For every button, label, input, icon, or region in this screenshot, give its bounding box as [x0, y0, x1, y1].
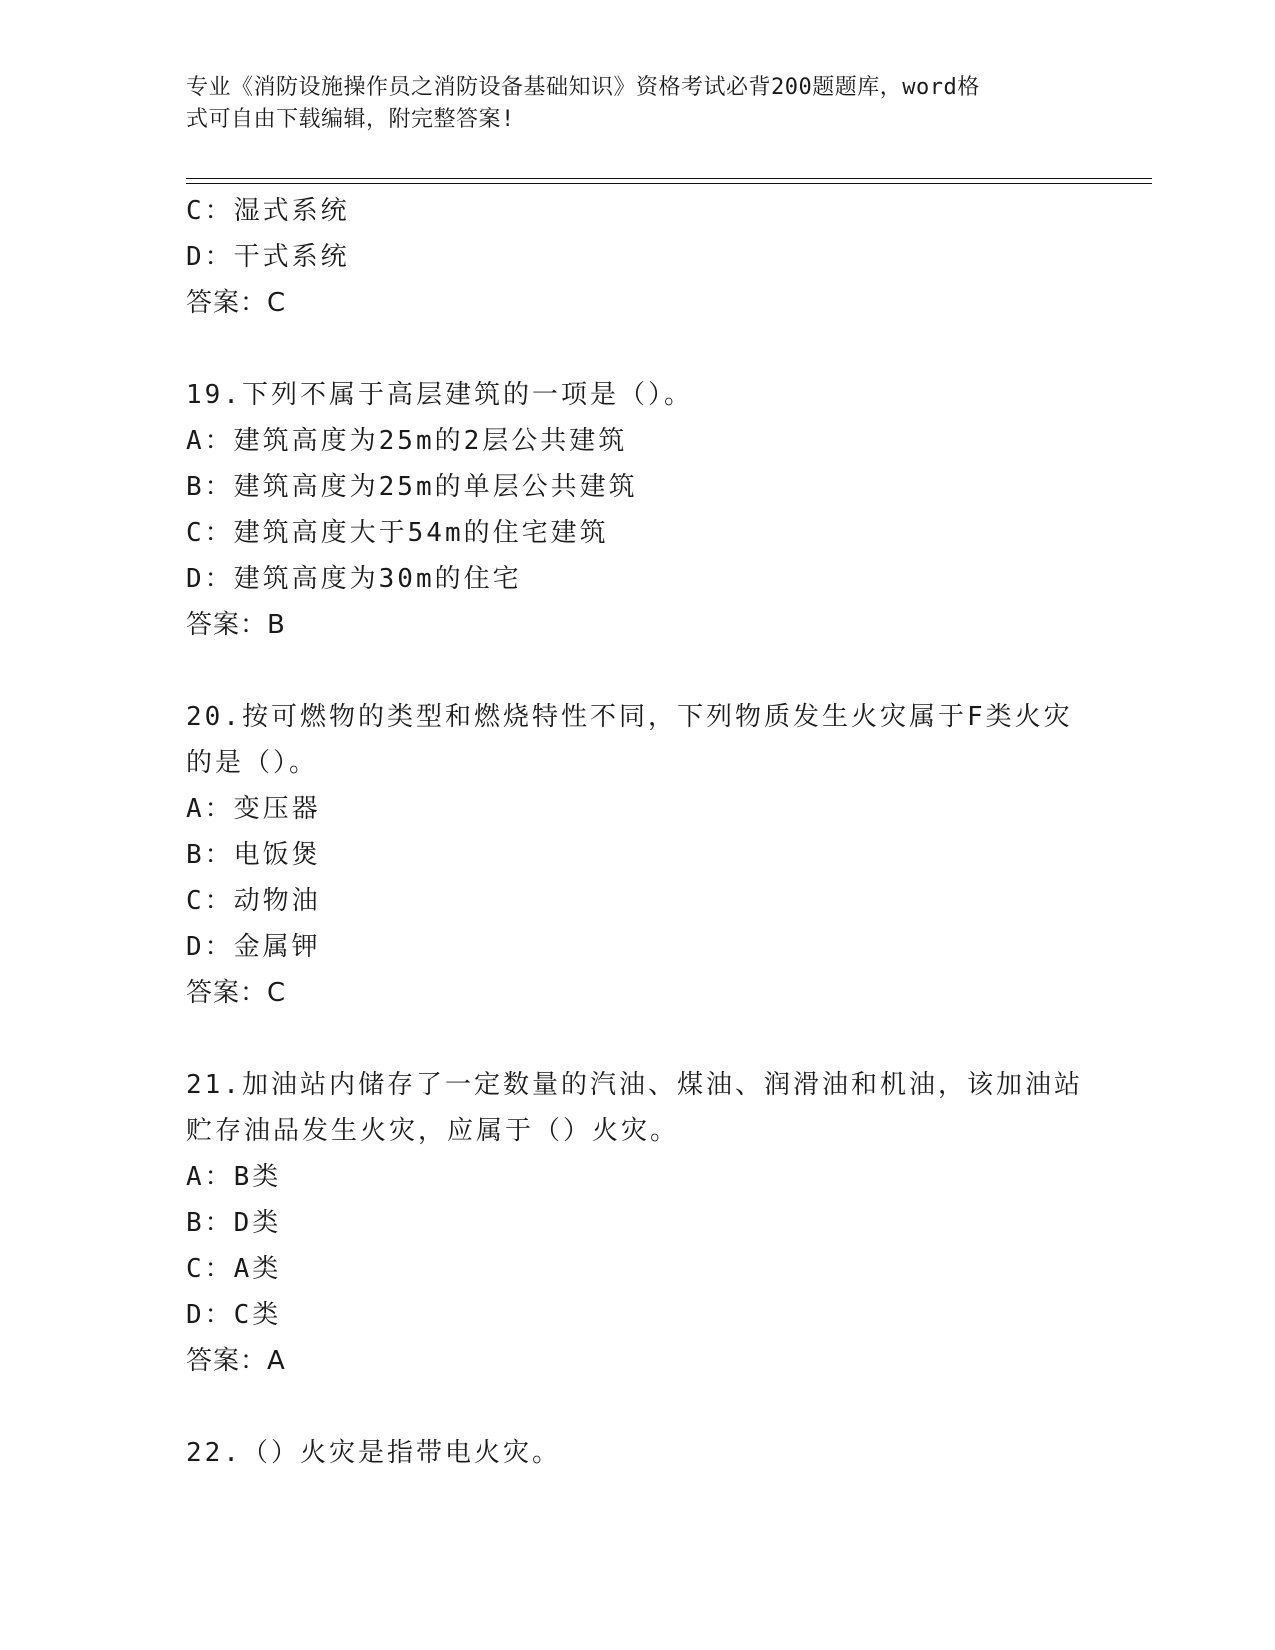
answer-line: 答案：C [186, 288, 287, 318]
question-19 [186, 372, 1086, 648]
question-stem: 22.（）火灾是指带电火灾。 [186, 1438, 561, 1468]
option-d: D：C类 [186, 1300, 282, 1330]
answer-line: 答案：C [186, 978, 287, 1008]
spacer [186, 648, 1086, 694]
option-d: D：干式系统 [186, 242, 350, 272]
option-b: B：电饭煲 [186, 840, 321, 870]
document-header [186, 72, 1066, 136]
option-c: C：建筑高度大于54m的住宅建筑 [186, 518, 609, 548]
option-a: A：变压器 [186, 794, 321, 824]
option-c: C：A类 [186, 1254, 282, 1284]
option-b: B：D类 [186, 1208, 282, 1238]
option-c: C：动物油 [186, 886, 321, 916]
question-stem-continued: 的是（）。 [186, 748, 319, 778]
header-divider-top [186, 178, 1152, 179]
question-stem: 21.加油站内储存了一定数量的汽油、煤油、润滑油和机油，该加油站 [186, 1070, 1083, 1100]
answer-line: 答案：B [186, 610, 286, 640]
option-d: D：建筑高度为30m的住宅 [186, 564, 522, 594]
question-22 [186, 1430, 1086, 1476]
answer-line: 答案：A [186, 1346, 286, 1376]
spacer [186, 326, 1086, 372]
spacer [186, 1016, 1086, 1062]
question-stem: 19.下列不属于高层建筑的一项是（）。 [186, 380, 693, 410]
question-21 [186, 1062, 1086, 1384]
question-stem-continued: 贮存油品发生火灾，应属于（）火灾。 [186, 1116, 680, 1146]
header-line-2: 式可自由下载编辑，附完整答案! [186, 107, 515, 132]
option-b: B：建筑高度为25m的单层公共建筑 [186, 472, 638, 502]
question-stem: 20.按可燃物的类型和燃烧特性不同，下列物质发生火灾属于F类火灾 [186, 702, 1073, 732]
option-a: A：B类 [186, 1162, 282, 1192]
option-a: A：建筑高度为25m的2层公共建筑 [186, 426, 628, 456]
question-20 [186, 694, 1086, 1016]
header-divider-bottom [186, 183, 1152, 184]
option-d: D：金属钾 [186, 932, 321, 962]
spacer [186, 1384, 1086, 1430]
option-c: C：湿式系统 [186, 196, 350, 226]
header-line-1: 专业《消防设施操作员之消防设备基础知识》资格考试必背200题题库，word格 [186, 75, 980, 100]
question-list [186, 188, 1086, 1476]
